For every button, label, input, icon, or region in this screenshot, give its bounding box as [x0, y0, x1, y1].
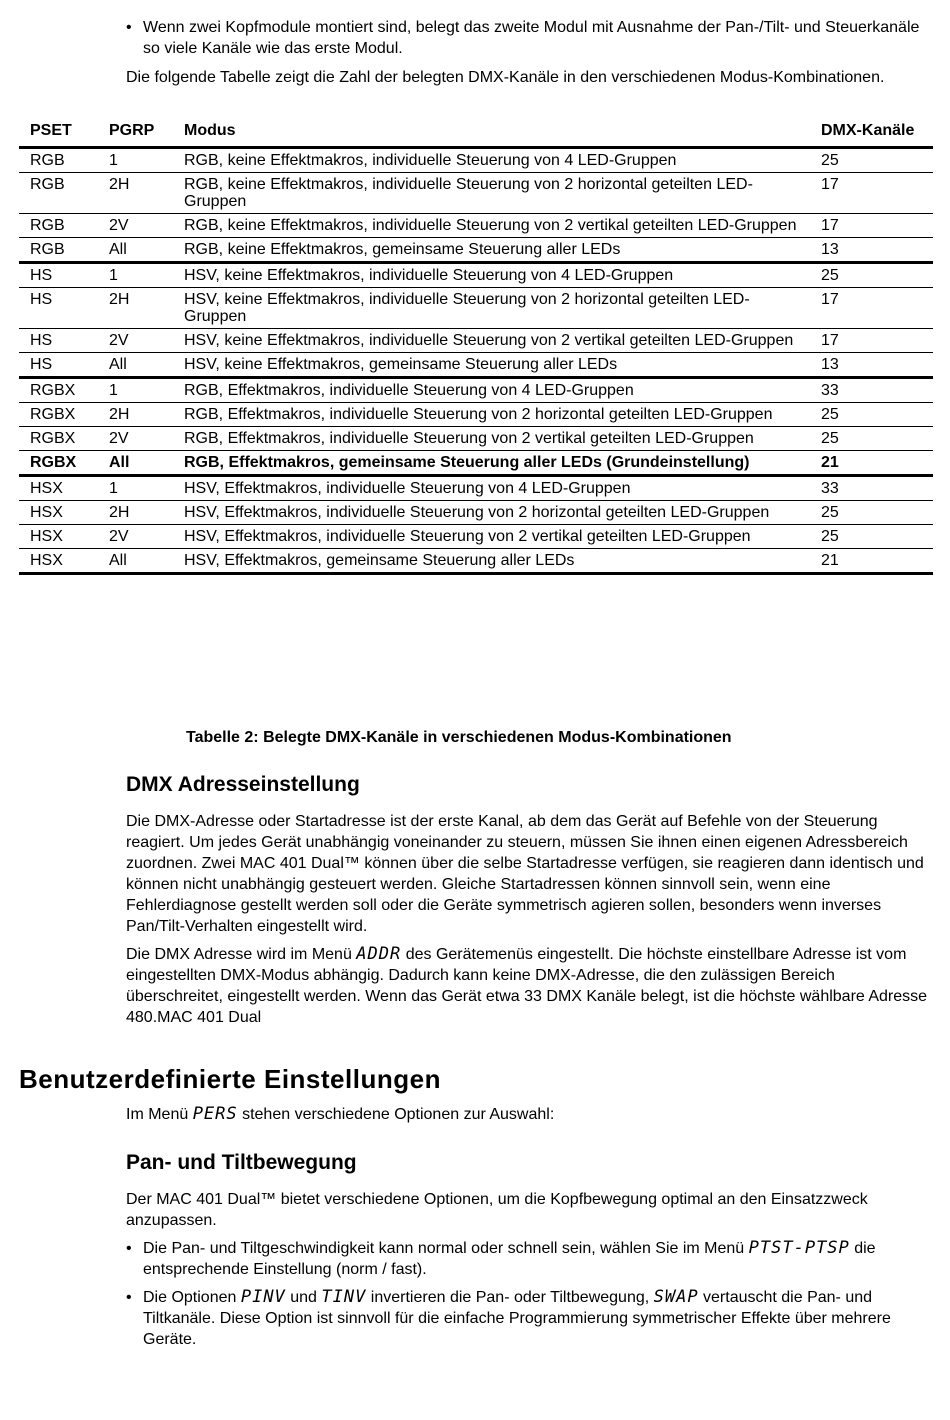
- cell-pgrp: All: [98, 238, 173, 263]
- cell-pset: HSX: [19, 476, 98, 501]
- table-row: [19, 549, 933, 574]
- text: Die Pan- und Tiltgeschwindigkeit kann normal oder schnell sein, wählen Sie im Menü: [143, 1240, 749, 1257]
- cell-dmx-channels: 25: [810, 403, 933, 427]
- cell-dmx-channels: 17: [810, 173, 933, 214]
- cell-pset: RGB: [19, 148, 98, 173]
- cell-modus: HSV, keine Effektmakros, individuelle Steuerung von 2 vertikal geteilten LED-Gruppen: [173, 329, 810, 353]
- header-modus: Modus: [173, 118, 810, 148]
- cell-pset: HS: [19, 353, 98, 378]
- cell-pset: RGBX: [19, 451, 98, 476]
- cell-pset: HS: [19, 288, 98, 329]
- table-row: [19, 173, 933, 214]
- text: vertauscht die Pan- und Tiltkanäle. Diese Option ist sinnvoll für die einfache Programmierung symmetrischer Effekte über mehrere Geräte.: [143, 1289, 891, 1348]
- table-row: [19, 501, 933, 525]
- cell-pgrp: 2H: [98, 173, 173, 214]
- text: Im Menü: [126, 1106, 193, 1123]
- cell-dmx-channels: 25: [810, 263, 933, 288]
- table-row: [19, 353, 933, 378]
- table-body: [19, 148, 933, 574]
- cell-pgrp: 2H: [98, 501, 173, 525]
- cell-modus: RGB, Effektmakros, gemeinsame Steuerung aller LEDs (Grundeinstellung): [173, 451, 810, 476]
- intro-text: Die folgende Tabelle zeigt die Zahl der belegten DMX-Kanäle in den verschiedenen Modus-Kombinationen.: [126, 69, 885, 86]
- cell-modus: HSV, Effektmakros, individuelle Steuerung von 2 vertikal geteilten LED-Gruppen: [173, 525, 810, 549]
- table-row: [19, 288, 933, 329]
- cell-modus: HSV, Effektmakros, individuelle Steuerung von 4 LED-Gruppen: [173, 476, 810, 501]
- cell-modus: HSV, Effektmakros, individuelle Steuerung von 2 horizontal geteilten LED-Gruppen: [173, 501, 810, 525]
- cell-pset: HSX: [19, 525, 98, 549]
- cell-modus: HSV, keine Effektmakros, individuelle Steuerung von 4 LED-Gruppen: [173, 263, 810, 288]
- cell-modus: RGB, Effektmakros, individuelle Steuerung von 4 LED-Gruppen: [173, 378, 810, 403]
- cell-modus: RGB, keine Effektmakros, individuelle Steuerung von 2 horizontal geteilten LED-Gruppen: [173, 173, 810, 214]
- table-header-row: [19, 118, 933, 148]
- table-row: [19, 427, 933, 451]
- cell-pgrp: 2V: [98, 329, 173, 353]
- header-pset: PSET: [19, 118, 98, 148]
- cell-dmx-channels: 25: [810, 427, 933, 451]
- cell-modus: HSV, keine Effektmakros, individuelle Steuerung von 2 horizontal geteilten LED-Gruppen: [173, 288, 810, 329]
- table-row: [19, 148, 933, 173]
- text: invertieren die Pan- oder Tiltbewegung,: [366, 1289, 654, 1306]
- table-row: [19, 403, 933, 427]
- intro-bullet: • Wenn zwei Kopfmodule montiert sind, belegt das zweite Modul mit Ausnahme der Pan-/Tilt- und Steuerkanäle so viele Kanäle wie das erste Modul.: [126, 17, 934, 59]
- table-row: [19, 263, 933, 288]
- table-row: [19, 525, 933, 549]
- custom-settings-intro: [126, 1104, 934, 1125]
- dmx-address-paragraph-2: [126, 944, 934, 1028]
- cell-pset: HSX: [19, 549, 98, 574]
- cell-modus: RGB, keine Effektmakros, individuelle Steuerung von 2 vertikal geteilten LED-Gruppen: [173, 214, 810, 238]
- custom-settings-heading: Benutzerdefinierte Einstellungen: [19, 1064, 441, 1094]
- table-row: [19, 329, 933, 353]
- cell-pset: RGB: [19, 238, 98, 263]
- pan-tilt-paragraph: Der MAC 401 Dual™ bietet verschiedene Optionen, um die Kopfbewegung optimal an den Einsatzzweck anzupassen.: [126, 1191, 868, 1229]
- text: Die Optionen: [143, 1289, 241, 1306]
- header-pgrp: PGRP: [98, 118, 173, 148]
- cell-pgrp: 2V: [98, 214, 173, 238]
- text: und: [285, 1289, 322, 1306]
- cell-pgrp: 2V: [98, 427, 173, 451]
- pan-tilt-heading: Pan- und Tiltbewegung: [126, 1151, 357, 1174]
- cell-pset: HS: [19, 263, 98, 288]
- cell-pset: RGB: [19, 214, 98, 238]
- dmx-address-paragraph-1: Die DMX-Adresse oder Startadresse ist der erste Kanal, ab dem das Gerät auf Befehle von der Steuerung reagiert. Um jedes Gerät unabhängig voneinander zu steuern, müssen Sie ihnen einen eigenen Adressbereich zuordnen. Zwei MAC 401 Dual™ können über die selbe Startadresse verfügen, sie reagieren dann identisch und können nicht unabhängig gesteuert werden. Gleiche Startadressen können sinnvoll sein, wenn eine Fehlerdiagnose gestellt werden soll oder die Geräte symmetrisch agieren sollen, besonders wenn inverses Pan/Tilt-Verhalten eingestellt wird.: [126, 813, 924, 935]
- cell-dmx-channels: 17: [810, 288, 933, 329]
- header-dmx-channels: DMX-Kanäle: [810, 118, 933, 148]
- menu-label-addr: ADDR: [356, 944, 402, 964]
- cell-dmx-channels: 33: [810, 378, 933, 403]
- cell-pset: RGBX: [19, 427, 98, 451]
- table-row: [19, 238, 933, 263]
- cell-modus: RGB, keine Effektmakros, gemeinsame Steuerung aller LEDs: [173, 238, 810, 263]
- cell-pgrp: All: [98, 451, 173, 476]
- menu-label-pers: PERS: [192, 1104, 238, 1124]
- cell-dmx-channels: 17: [810, 214, 933, 238]
- cell-dmx-channels: 17: [810, 329, 933, 353]
- text: stehen verschiedene Optionen zur Auswahl:: [237, 1106, 555, 1123]
- cell-modus: RGB, Effektmakros, individuelle Steuerung von 2 horizontal geteilten LED-Gruppen: [173, 403, 810, 427]
- cell-dmx-channels: 21: [810, 451, 933, 476]
- table-row: [19, 451, 933, 476]
- cell-dmx-channels: 13: [810, 353, 933, 378]
- cell-modus: RGB, Effektmakros, individuelle Steuerung von 2 vertikal geteilten LED-Gruppen: [173, 427, 810, 451]
- cell-modus: HSV, Effektmakros, gemeinsame Steuerung aller LEDs: [173, 549, 810, 574]
- cell-dmx-channels: 25: [810, 501, 933, 525]
- pan-tilt-bullet-speed: [126, 1238, 934, 1280]
- menu-label-tinv: TINV: [321, 1287, 367, 1307]
- dmx-address-heading: DMX Adresseinstellung: [126, 773, 360, 796]
- menu-label-ptst-ptsp: PTST-PTSP: [748, 1238, 850, 1258]
- table-row: [19, 378, 933, 403]
- menu-label-pinv: PINV: [240, 1287, 286, 1307]
- cell-dmx-channels: 21: [810, 549, 933, 574]
- table-row: [19, 214, 933, 238]
- cell-modus: RGB, keine Effektmakros, individuelle Steuerung von 4 LED-Gruppen: [173, 148, 810, 173]
- cell-pset: RGBX: [19, 378, 98, 403]
- cell-pset: HSX: [19, 501, 98, 525]
- text: die entsprechende Einstellung (norm / fast).: [143, 1240, 876, 1278]
- text: Die DMX Adresse wird im Menü: [126, 946, 357, 963]
- cell-dmx-channels: 33: [810, 476, 933, 501]
- cell-pgrp: 1: [98, 476, 173, 501]
- cell-pgrp: 1: [98, 378, 173, 403]
- cell-dmx-channels: 13: [810, 238, 933, 263]
- cell-modus: HSV, keine Effektmakros, gemeinsame Steuerung aller LEDs: [173, 353, 810, 378]
- cell-pgrp: All: [98, 549, 173, 574]
- cell-pset: RGB: [19, 173, 98, 214]
- dmx-channel-table: [19, 118, 933, 575]
- cell-dmx-channels: 25: [810, 525, 933, 549]
- cell-pgrp: 1: [98, 263, 173, 288]
- table-row: [19, 476, 933, 501]
- cell-pgrp: 2H: [98, 288, 173, 329]
- pan-tilt-bullet-invert: [126, 1287, 934, 1350]
- cell-pgrp: 2V: [98, 525, 173, 549]
- cell-pgrp: 1: [98, 148, 173, 173]
- cell-pgrp: 2H: [98, 403, 173, 427]
- cell-pset: HS: [19, 329, 98, 353]
- table-caption: Tabelle 2: Belegte DMX-Kanäle in verschiedenen Modus-Kombinationen: [186, 729, 732, 746]
- cell-dmx-channels: 25: [810, 148, 933, 173]
- cell-pset: RGBX: [19, 403, 98, 427]
- text: des Gerätemenüs eingestellt. Die höchste einstellbare Adresse ist vom eingestellten DMX-Modus abhängig. Dadurch kann keine DMX-Adresse, die den zulässigen Bereich überschreitet, eingestellt werden. Wenn das Gerät etwa 33 DMX Kanäle belegt, ist die höchste wählbare Adresse 480.MAC 401 Dual: [126, 946, 928, 1026]
- cell-pgrp: All: [98, 353, 173, 378]
- menu-label-swap: SWAP: [653, 1287, 699, 1307]
